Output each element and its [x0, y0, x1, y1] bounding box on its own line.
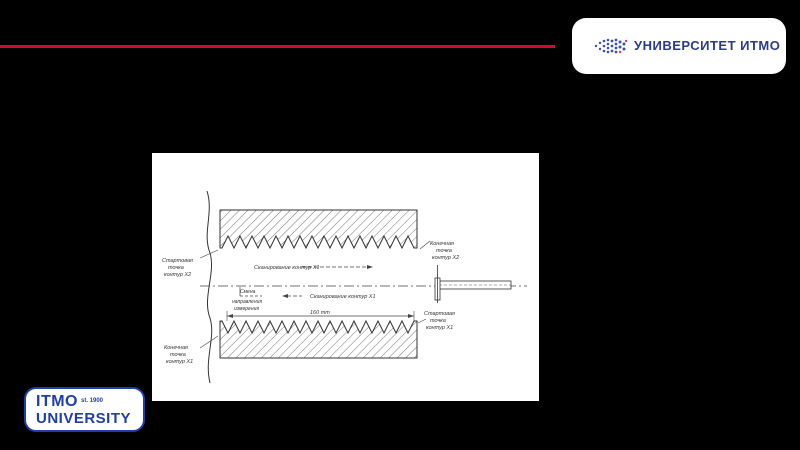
label-start-x1-1: Стартовая	[424, 311, 455, 317]
diagram-svg	[152, 153, 539, 401]
lower-thread-part	[220, 321, 417, 358]
logo-text: УНИВЕРСИТЕТ ИТМО	[634, 38, 781, 53]
label-end-x1-1: Конечная	[164, 345, 188, 351]
university-logo	[572, 18, 786, 74]
logo-itmo-word: ITMO	[36, 393, 78, 410]
logo-dots-icon	[594, 38, 628, 54]
label-start-x1-2: точка	[430, 318, 446, 324]
header-accent-line	[0, 45, 555, 48]
label-end-x2-2: точка	[436, 248, 452, 254]
label-direction-2: направления	[232, 299, 263, 305]
logo-university-word: UNIVERSITY	[36, 410, 132, 427]
label-direction-3: измерения	[234, 306, 260, 312]
label-dimension: 160 mm	[310, 310, 330, 316]
label-start-x2-1: Стартовая	[162, 258, 193, 264]
label-end-x2-1: Конечная	[430, 241, 454, 247]
label-end-x1-2: точка	[170, 352, 186, 358]
label-scan-top: Сканирование контур X1	[254, 265, 320, 271]
upper-thread-part	[220, 210, 417, 248]
label-direction-1: Смена	[240, 289, 256, 295]
label-start-x1-3: контур X1	[426, 325, 454, 331]
label-end-x1-3: контур X1	[166, 359, 194, 365]
label-scan-bottom: Сканирование контур X1	[310, 294, 376, 300]
logo-itmo-established: st. 1900	[81, 398, 104, 404]
itmo-university-logo	[24, 387, 145, 432]
label-end-x2-3: контур X2	[432, 255, 460, 261]
scanning-diagram	[152, 153, 539, 401]
label-start-x2-2: точка	[168, 265, 184, 271]
label-start-x2-3: контур X2	[164, 272, 192, 278]
break-line	[207, 191, 212, 383]
